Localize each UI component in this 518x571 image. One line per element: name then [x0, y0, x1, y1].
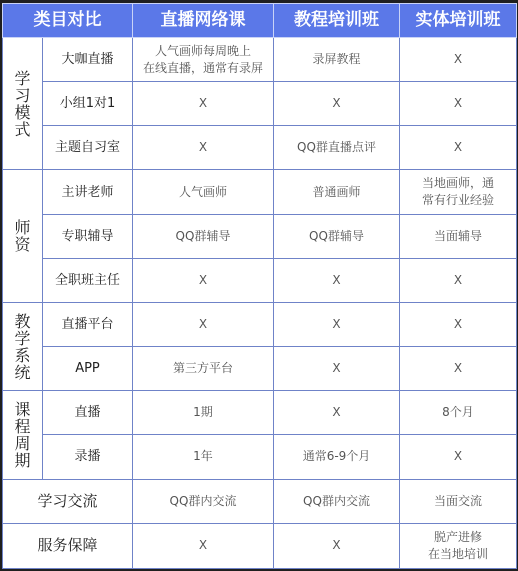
row-label: 录播: [43, 435, 133, 479]
cell-live: 1期: [133, 391, 274, 435]
cell-tutorial: X: [274, 391, 400, 435]
table-row: [3, 435, 517, 479]
cell-offline: 当面交流: [400, 479, 517, 523]
table-row: [3, 302, 517, 346]
row-label: 直播: [43, 391, 133, 435]
comparison-table: [2, 3, 517, 569]
table-row: [3, 38, 517, 82]
group-label: 教学 系统: [3, 302, 43, 390]
cell-tutorial: 录屏教程: [274, 38, 400, 82]
cell-offline: X: [400, 82, 517, 126]
cell-live: 人气画师: [133, 170, 274, 214]
header-row: [3, 4, 517, 38]
cell-tutorial: QQ群内交流: [274, 479, 400, 523]
cell-offline: X: [400, 258, 517, 302]
cell-live: X: [133, 523, 274, 568]
cell-tutorial: 通常6-9个月: [274, 435, 400, 479]
header-offline-class: 实体培训班: [400, 4, 517, 38]
cell-tutorial: X: [274, 347, 400, 391]
row-label: 小组1对1: [43, 82, 133, 126]
cell-offline: X: [400, 38, 517, 82]
cell-live: QQ群辅导: [133, 214, 274, 258]
table-row: [3, 214, 517, 258]
cell-live: X: [133, 258, 274, 302]
cell-offline: 当地画师，通 常有行业经验: [400, 170, 517, 214]
cell-offline: 8个月: [400, 391, 517, 435]
cell-offline: X: [400, 347, 517, 391]
cell-live: X: [133, 82, 274, 126]
table-row: [3, 391, 517, 435]
cell-tutorial: QQ群辅导: [274, 214, 400, 258]
table-row: [3, 258, 517, 302]
cell-tutorial: 普通画师: [274, 170, 400, 214]
group-label: 师资: [3, 170, 43, 302]
cell-offline: 脱产进修 在当地培训: [400, 523, 517, 568]
cell-live: X: [133, 126, 274, 170]
table-row: [3, 523, 517, 568]
row-label: 大咖直播: [43, 38, 133, 82]
row-label: APP: [43, 347, 133, 391]
cell-tutorial: QQ群直播点评: [274, 126, 400, 170]
row-label: 直播平台: [43, 302, 133, 346]
row-label: 主题自习室: [43, 126, 133, 170]
table-row: [3, 170, 517, 214]
group-label: 课程 周期: [3, 391, 43, 479]
table-row: [3, 347, 517, 391]
row-label: 主讲老师: [43, 170, 133, 214]
table-row: [3, 479, 517, 523]
cell-tutorial: X: [274, 302, 400, 346]
header-tutorial-class: 教程培训班: [274, 4, 400, 38]
cell-tutorial: X: [274, 82, 400, 126]
cell-live: X: [133, 302, 274, 346]
cell-offline: X: [400, 435, 517, 479]
row-label: 专职辅导: [43, 214, 133, 258]
header-live-course: 直播网络课: [133, 4, 274, 38]
cell-offline: X: [400, 302, 517, 346]
row-label: 全职班主任: [43, 258, 133, 302]
table-row: [3, 82, 517, 126]
cell-live: QQ群内交流: [133, 479, 274, 523]
row-label-service-guarantee: 服务保障: [3, 523, 133, 568]
cell-tutorial: X: [274, 258, 400, 302]
group-label: 学习 模式: [3, 38, 43, 170]
cell-live: 第三方平台: [133, 347, 274, 391]
cell-live: 人气画师每周晚上 在线直播，通常有录屏: [133, 38, 274, 82]
cell-offline: X: [400, 126, 517, 170]
table-row: [3, 126, 517, 170]
cell-offline: 当面辅导: [400, 214, 517, 258]
header-category: 类目对比: [3, 4, 133, 38]
cell-tutorial: X: [274, 523, 400, 568]
row-label-learning-exchange: 学习交流: [3, 479, 133, 523]
cell-live: 1年: [133, 435, 274, 479]
